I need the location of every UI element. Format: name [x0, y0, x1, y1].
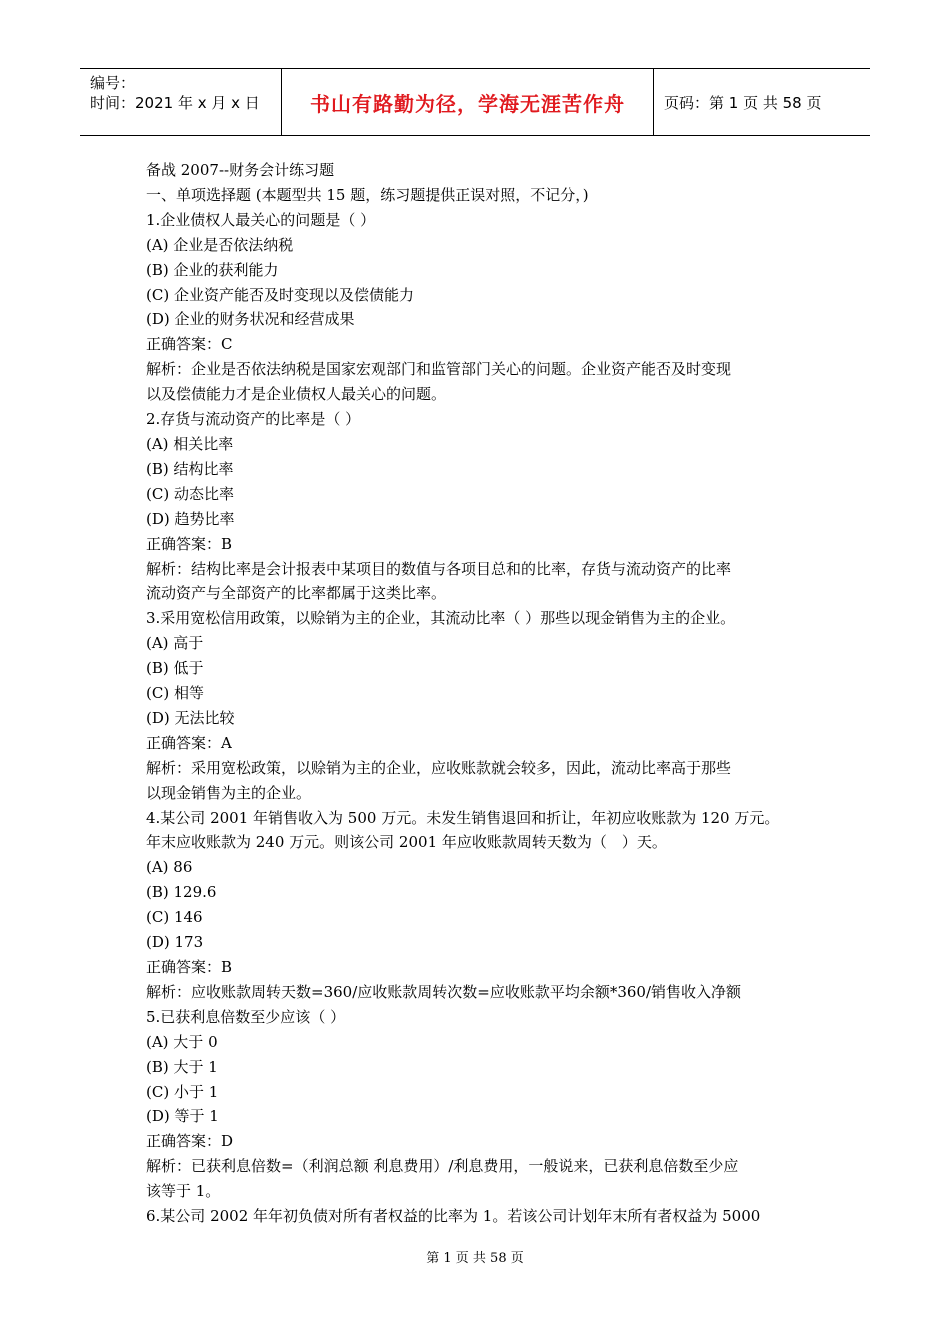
text-line: (A) 相关比率 — [146, 434, 234, 453]
text-line: 年末应收账款为 240 万元。则该公司 2001 年应收账款周转天数为（ ）天。 — [146, 833, 667, 852]
text-line: 解析：结构比率是会计报表中某项目的数值与各项目总和的比率，存货与流动资产的比率 — [146, 559, 732, 578]
text-line: (A) 高于 — [146, 634, 204, 653]
page-footer: 第 1 页 共 58 页 — [426, 1251, 524, 1266]
text-line: (C) 小于 1 — [146, 1082, 219, 1101]
text-line: (D) 173 — [146, 933, 204, 952]
text-line: 正确答案：B — [146, 534, 233, 553]
text-line: 6.某公司 2002 年年初负债对所有者权益的比率为 1。若该公司计划年末所有者权益为 5000 — [146, 1207, 761, 1226]
time-label: 时间：2021 年 x 月 x 日 — [90, 94, 260, 112]
text-line: (C) 动态比率 — [146, 484, 234, 503]
text-line: 一、单项选择题 (本题型共 15 题，练习题提供正误对照，不记分，) — [146, 185, 589, 204]
text-line: 流动资产与全部资产的比率都属于这类比率。 — [146, 584, 447, 603]
text-line: (B) 129.6 — [146, 883, 217, 902]
text-line: (C) 相等 — [146, 684, 204, 703]
header-motto: 书山有路勤为径，学海无涯苦作舟 — [282, 69, 654, 135]
text-line: (C) 146 — [146, 908, 203, 927]
text-line: 正确答案：A — [146, 733, 232, 752]
document-header — [80, 68, 870, 136]
header-page-label: 页码：第 1 页 共 58 页 — [664, 93, 822, 112]
number-label: 编号： — [90, 74, 136, 92]
text-line: (B) 低于 — [146, 659, 204, 678]
text-line: 解析：应收账款周转天数=360/应收账款周转次数=应收账款平均余额*360/销售收入净额 — [146, 982, 742, 1001]
text-line: (B) 企业的获利能力 — [146, 260, 279, 279]
text-line: (A) 企业是否依法纳税 — [146, 235, 294, 254]
document-body — [146, 158, 826, 1229]
text-line: 正确答案：D — [146, 1132, 234, 1151]
text-line: 正确答案：B — [146, 958, 233, 976]
text-line: (D) 无法比较 — [146, 708, 235, 727]
text-line: 5.已获利息倍数至少应该（ ） — [146, 1007, 346, 1026]
text-line: 4.某公司 2001 年销售收入为 500 万元。未发生销售退回和折让，年初应收账款为 120 万元。 — [146, 808, 780, 827]
text-line: 3.采用宽松信用政策，以赊销为主的企业，其流动比率（ ）那些以现金销售为主的企业。 — [146, 609, 736, 628]
text-line: 解析：已获利息倍数=（利润总额 利息费用）/利息费用，一般说来，已获利息倍数至少应 — [146, 1157, 739, 1176]
header-meta — [80, 69, 282, 135]
text-line: 解析：企业是否依法纳税是国家宏观部门和监管部门关心的问题。企业资产能否及时变现 — [146, 360, 732, 379]
text-line: 备战 2007--财务会计练习题 — [146, 161, 335, 179]
text-line: 该等于 1。 — [146, 1182, 221, 1201]
text-line: 2.存货与流动资产的比率是（ ） — [146, 410, 361, 429]
text-line: (D) 等于 1 — [146, 1107, 219, 1126]
text-line: 1.企业债权人最关心的问题是（ ） — [146, 210, 376, 229]
text-line: (D) 趋势比率 — [146, 509, 235, 528]
text-line: (C) 企业资产能否及时变现以及偿债能力 — [146, 285, 414, 304]
text-line: 以及偿债能力才是企业债权人最关心的问题。 — [146, 385, 447, 404]
text-line: 以现金销售为主的企业。 — [146, 783, 312, 802]
text-line: 解析：采用宽松政策，以赊销为主的企业，应收账款就会较多，因此，流动比率高于那些 — [146, 758, 732, 777]
text-line: (A) 86 — [146, 858, 193, 877]
text-line: (B) 大于 1 — [146, 1057, 218, 1076]
text-line: (B) 结构比率 — [146, 459, 234, 478]
text-line: 正确答案：C — [146, 335, 233, 354]
text-line: (A) 大于 0 — [146, 1032, 218, 1051]
text-line: (D) 企业的财务状况和经营成果 — [146, 310, 355, 329]
